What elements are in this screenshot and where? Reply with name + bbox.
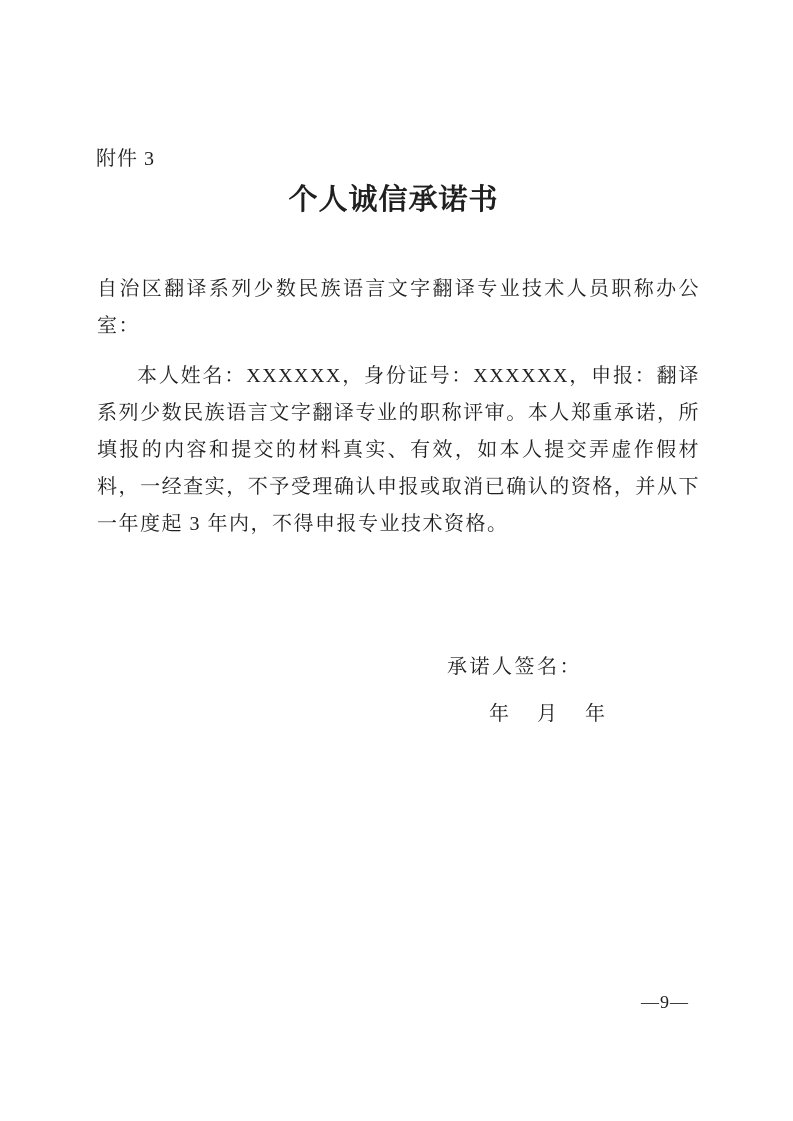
date-line xyxy=(489,697,605,726)
commitment-paragraph: 本人姓名：XXXXXX，身份证号：XXXXXX，申报：翻译系列少数民族语言文字翻译专业的职称评审。本人郑重承诺，所填报的内容和提交的材料真实、有效，如本人提交弄虚作假材料，一经查实，不予受理确认申报或取消已确认的资格，并从下一年度起 3 年内，不得申报专业技术资格。 xyxy=(97,365,700,535)
attachment-label: 附件 3 xyxy=(96,148,155,170)
date-part-year-2: 年 xyxy=(585,703,605,725)
salutation-text: 自治区翻译系列少数民族语言文字翻译专业技术人员职称办公室： xyxy=(97,278,700,337)
date-part-year: 年 xyxy=(489,703,509,725)
date-part-month: 月 xyxy=(537,703,557,725)
signature-label: 承诺人签名： xyxy=(447,656,582,678)
page-number: —9— xyxy=(641,992,689,1012)
page-title: 个人诚信承诺书 xyxy=(288,184,499,216)
